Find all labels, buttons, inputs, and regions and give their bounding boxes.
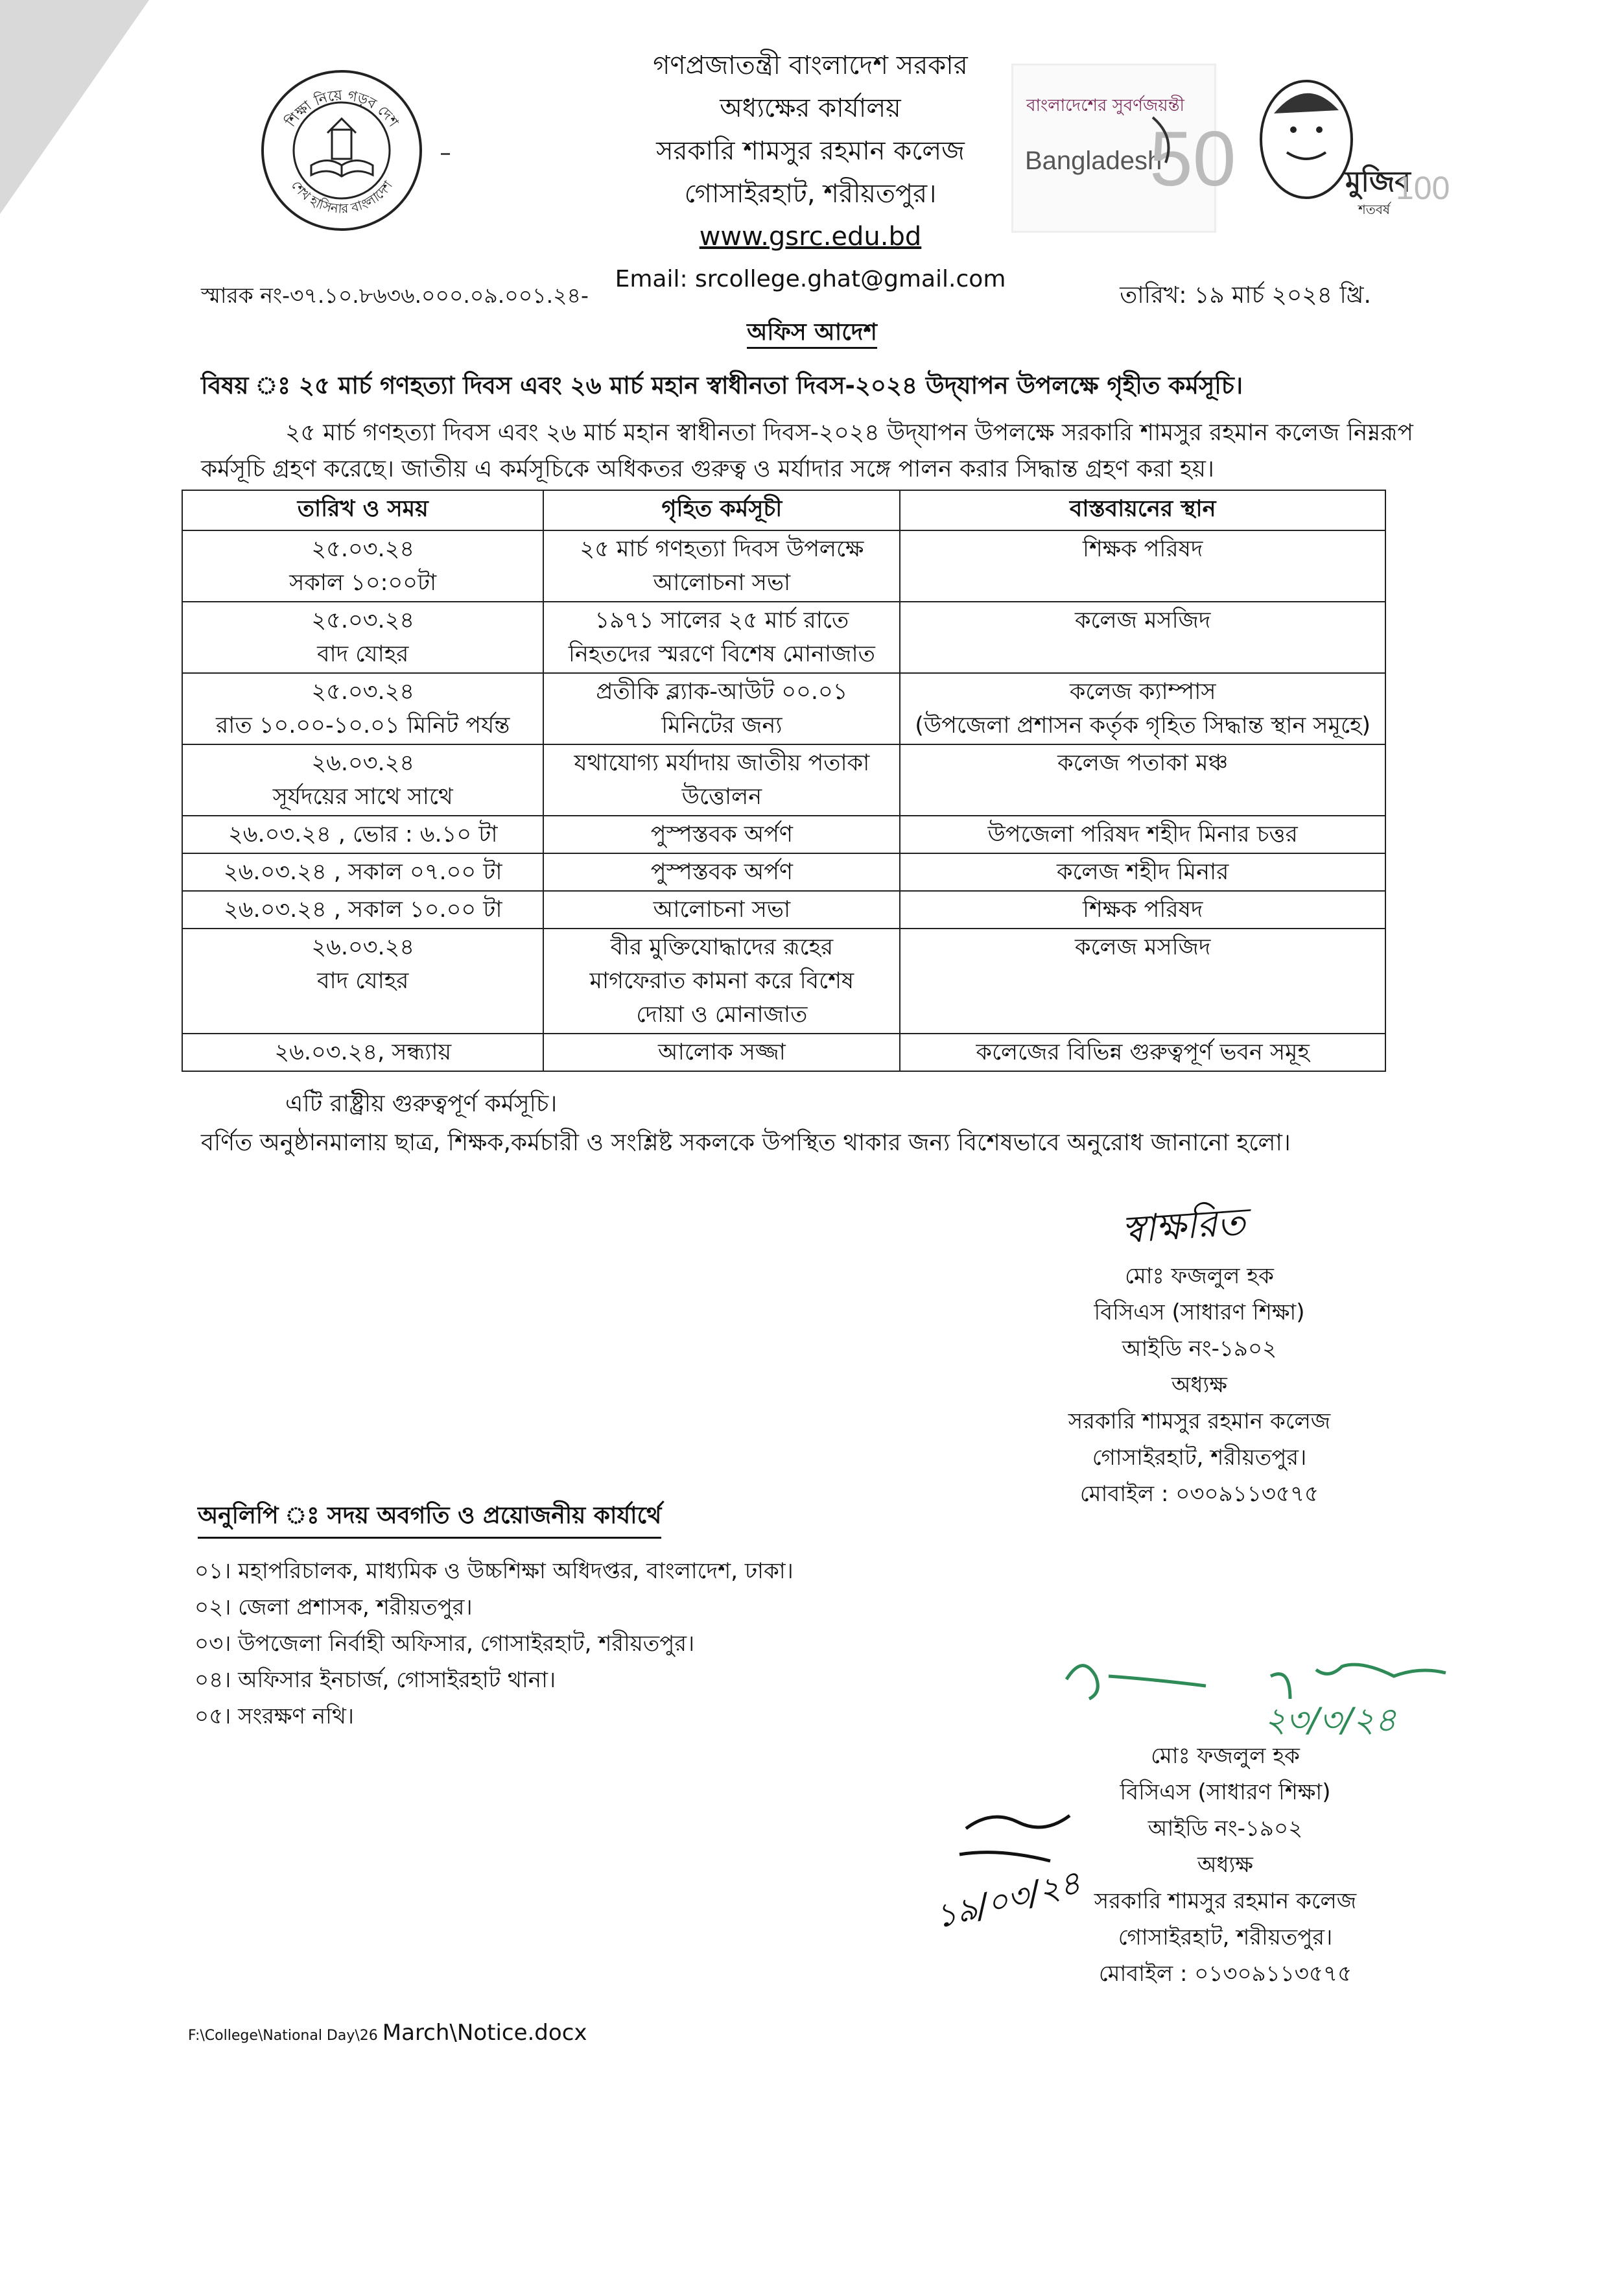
table-row (182, 816, 1385, 853)
college-emblem-logo (259, 68, 425, 233)
table-header-row (182, 490, 1385, 530)
table-row (182, 929, 1385, 1034)
office-name: অধ্যক্ষের কার্যালয় (720, 93, 901, 123)
col-header-date: তারিখ ও সময় (182, 490, 543, 530)
cell-program: পুস্পস্তবক অর্পণ (543, 853, 900, 891)
sig2-id: আইডি নং-১৯০২ (1147, 1816, 1303, 1842)
table-row (182, 891, 1385, 929)
cc-item: ০২। জেলা প্রশাসক, শরীয়তপুর। (194, 1594, 473, 1620)
col-header-program: গৃহিত কর্মসূচী (543, 490, 900, 530)
college-name: সরকারি শামসুর রহমান কলেজ (656, 136, 965, 166)
subject-line: বিষয় ঃ ২৫ মার্চ গণহত্যা দিবস এবং ২৬ মার্চ মহান স্বাধীনতা দিবস-২০২৪ উদ্‌যাপন উপলক্ষে গৃহীত কর্মসূচি। (201, 372, 1243, 399)
principal-signature-1 (1115, 1196, 1323, 1255)
table-row (182, 1034, 1385, 1071)
memo-date: তারিখ: ১৯ মার্চ ২০২৪ খ্রি. (1120, 282, 1371, 309)
cell-program: আলোক সজ্জা (543, 1034, 900, 1071)
cell-program: পুস্পস্তবক অর্পণ (543, 816, 900, 853)
cc-item: ০১। মহাপরিচালক, মাধ্যমিক ও উচ্চশিক্ষা অধিদপ্তর, বাংলাদেশ, ঢাকা। (194, 1558, 794, 1584)
mujib-num: 100 (1396, 170, 1450, 206)
sig2-cadre: বিসিএস (সাধারণ শিক্ষা) (1120, 1779, 1331, 1805)
schedule-table (182, 490, 1386, 1072)
svg-text:শেখ হাসিনার বাংলাদেশ (288, 177, 396, 217)
cc-item: ০৪। অফিসার ইনচার্জ, গোসাইরহাট থানা। (194, 1667, 556, 1693)
cell-program: প্রতীকি ব্ল্যাক-আউট ০০.০১ মিনিটের জন্য (543, 673, 900, 744)
cell-program: বীর মুক্তিযোদ্ধাদের রূহের মাগফেরাত কামনা করে বিশেষ দোয়া ও মোনাজাত (543, 929, 900, 1034)
email-address: Email: srcollege.ghat@gmail.com (615, 266, 1006, 292)
sig-id: আইডি নং-১৯০২ (1122, 1336, 1277, 1362)
mujib-100-logo (1248, 62, 1450, 224)
memo-number: স্মারক নং-৩৭.১০.৮৬৩৬.০০০.০৯.০০১.২৪- (201, 283, 589, 308)
sig2-mobile: মোবাইল : ০১৩০৯১১৩৫৭৫ (1098, 1961, 1352, 1987)
cell-date: ২৬.০৩.২৪ , ভোর : ৬.১০ টা (182, 816, 543, 853)
website-link[interactable]: www.gsrc.edu.bd (699, 222, 922, 252)
black-handwritten-date: ১৯/০৩/২৪ (931, 1863, 1085, 1936)
cell-date: ২৬.০৩.২৪ , সকাল ০৭.০০ টা (182, 853, 543, 891)
emblem-top-text: শিক্ষা নিয়ে গড়ব দেশ (283, 87, 401, 130)
cell-place: কলেজ মসজিদ (900, 929, 1385, 1034)
order-title: অফিস আদেশ (0, 314, 1624, 353)
file-path-dir: F:\College\National Day\26 (188, 2028, 382, 2044)
sig2-address: গোসাইরহাট, শরীয়তপুর। (1118, 1925, 1333, 1950)
cell-date: ২৬.০৩.২৪ বাদ যোহর (182, 929, 543, 1034)
cell-place: কলেজ পতাকা মঞ্চ (900, 744, 1385, 816)
cell-place: শিক্ষক পরিষদ (900, 891, 1385, 929)
note-request: বর্ণিত অনুষ্ঠানমালায় ছাত্র, শিক্ষক,কর্মচারী ও সংশ্লিষ্ট সকলকে উপস্থিত থাকার জন্য বিশেষভাবে অনুরোধ জানানো হলো। (201, 1130, 1291, 1156)
green-handwritten-date: ২৩/৩/২৪ (1264, 1701, 1397, 1740)
sig-college: সরকারি শামসুর রহমান কলেজ (1068, 1408, 1331, 1434)
sig2-college: সরকারি শামসুর রহমান কলেজ (1094, 1888, 1357, 1914)
table-row (182, 744, 1385, 816)
govt-name: গণপ্রজাতন্ত্রী বাংলাদেশ সরকার (653, 51, 968, 80)
table-row (182, 853, 1385, 891)
svg-text:শিক্ষা নিয়ে গড়ব দেশ (282, 88, 402, 131)
bd50-small-text: বাংলাদেশের সুবর্ণজয়ন্তী (1026, 96, 1184, 115)
college-address: গোসাইরহাট, শরীয়তপুর। (684, 179, 937, 209)
intro-paragraph: ২৫ মার্চ গণহত্যা দিবস এবং ২৬ মার্চ মহান স্বাধীনতা দিবস-২০২৪ উদ্‌যাপন উপলক্ষে সরকারি শামসুর রহমান কলেজ নিম্নরূপ কর্মসূচি গ্রহণ করেছে। জাতীয় এ কর্মসূচিকে অধিকতর গুরুত্ব ও মর্যাদার সঙ্গে পালন করার সিদ্ধান্ত গ্রহণ করা হয়। (201, 420, 1413, 482)
cell-program: ২৫ মার্চ গণহত্যা দিবস উপলক্ষে আলোচনা সভা (543, 530, 900, 602)
sig2-name: মোঃ ফজলুল হক (1151, 1743, 1300, 1769)
cc-title: অনুলিপি ঃ সদয় অবগতি ও প্রয়োজনীয় কার্যার্থে (198, 1498, 661, 1539)
green-handwritten-signature (1057, 1640, 1459, 1744)
cell-place: শিক্ষক পরিষদ (900, 530, 1385, 602)
signature-stamp-word: স্বাক্ষরিত (1120, 1199, 1247, 1252)
page-corner-fold (0, 0, 149, 214)
mujib-sub: শতবর্ষ (1358, 202, 1390, 217)
cc-list (194, 1553, 794, 1735)
bd50-number: 50 (1149, 115, 1236, 202)
table-row (182, 602, 1385, 673)
cell-place: কলেজের বিভিন্ন গুরুত্বপূর্ণ ভবন সমূহ (900, 1034, 1385, 1071)
signature-block-2 (1063, 1738, 1387, 1992)
header-dash (441, 153, 450, 155)
cell-date: ২৫.০৩.২৪ বাদ যোহর (182, 602, 543, 673)
sig2-designation: অধ্যক্ষ (1197, 1852, 1253, 1878)
cell-date: ২৬.০৩.২৪ , সকাল ১০.০০ টা (182, 891, 543, 929)
cc-item: ০৫। সংরক্ষণ নথি। (194, 1703, 355, 1729)
cell-place: উপজেলা পরিষদ শহীদ মিনার চত্তর (900, 816, 1385, 853)
bd50-word: Bangladesh (1025, 147, 1162, 175)
file-path-footer (188, 2020, 587, 2046)
cell-date: ২৫.০৩.২৪ রাত ১০.০০-১০.০১ মিনিট পর্যন্ত (182, 673, 543, 744)
sig-address: গোসাইরহাট, শরীয়তপুর। (1092, 1445, 1307, 1471)
cc-item: ০৩। উপজেলা নির্বাহী অফিসার, গোসাইরহাট, শরীয়তপুর। (194, 1631, 695, 1657)
bangladesh-50-logo (1011, 64, 1236, 233)
cell-date: ২৬.০৩.২৪, সন্ধ্যায় (182, 1034, 543, 1071)
mujib-word: মুজিব (1345, 165, 1411, 198)
file-path-name: March\Notice.docx (382, 2020, 587, 2046)
sig-designation: অধ্যক্ষ (1171, 1372, 1227, 1398)
sig-mobile: মোবাইল : ০৩০৯১১৩৫৭৫ (1079, 1481, 1319, 1507)
emblem-bottom-text: শেখ হাসিনার বাংলাদেশ (288, 177, 396, 217)
sig-cadre: বিসিএস (সাধারণ শিক্ষা) (1094, 1299, 1305, 1325)
signature-block-1 (1037, 1258, 1361, 1512)
cell-place: কলেজ মসজিদ (900, 602, 1385, 673)
cell-program: আলোচনা সভা (543, 891, 900, 929)
cell-date: ২৬.০৩.২৪ সূর্যদয়ের সাথে সাথে (182, 744, 543, 816)
sig-name: মোঃ ফজলুল হক (1125, 1263, 1274, 1289)
cell-date: ২৫.০৩.২৪ সকাল ১০:০০টা (182, 530, 543, 602)
note-national-program: এটি রাষ্ট্রীয় গুরুত্বপূর্ণ কর্মসূচি। (285, 1091, 558, 1117)
cell-program: ১৯৭১ সালের ২৫ মার্চ রাতে নিহতদের স্মরণে বিশেষ মোনাজাত (543, 602, 900, 673)
black-handwritten-initials (921, 1803, 1089, 1939)
cell-place: কলেজ শহীদ মিনার (900, 853, 1385, 891)
cell-program: যথাযোগ্য মর্যাদায় জাতীয় পতাকা উত্তোলন (543, 744, 900, 816)
table-row (182, 530, 1385, 602)
col-header-place: বাস্তবায়নের স্থান (900, 490, 1385, 530)
table-row (182, 673, 1385, 744)
cell-place: কলেজ ক্যাম্পাস (উপজেলা প্রশাসন কর্তৃক গৃহিত সিদ্ধান্ত স্থান সমূহে) (900, 673, 1385, 744)
